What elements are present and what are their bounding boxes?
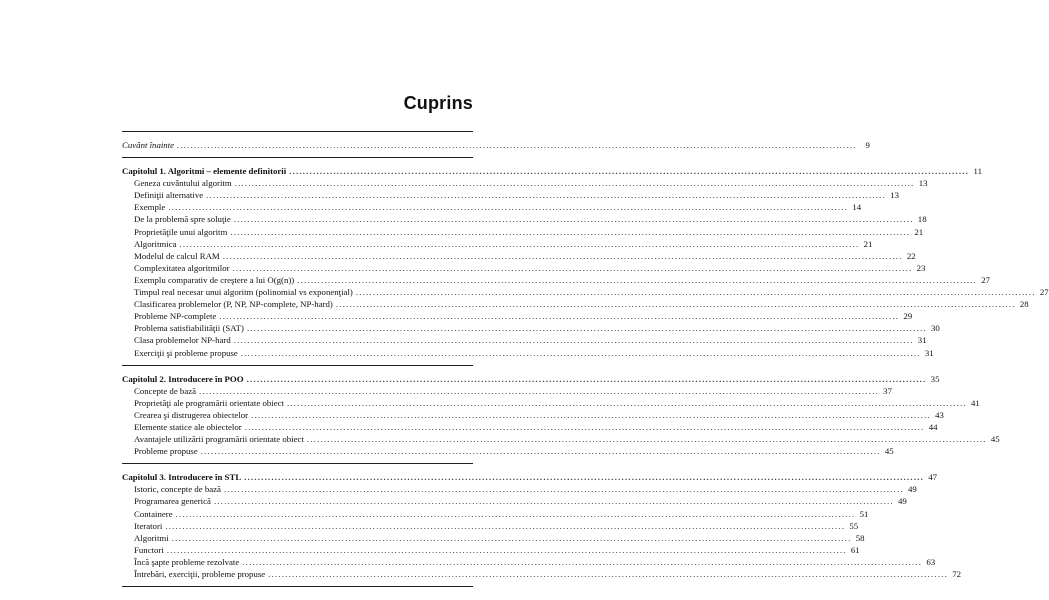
toc-entry[interactable] (122, 568, 962, 580)
toc-entry[interactable] (122, 421, 938, 433)
toc-entry[interactable] (122, 262, 926, 274)
toc-entry-page: 44 (928, 421, 938, 432)
dot-leader: ........................................................................................................................................................................................................ (251, 409, 931, 420)
toc-entry[interactable] (122, 445, 894, 457)
toc-entry-label: Avantajele utilizării programării orientate obiect (134, 434, 304, 445)
toc-entry-page: 51 (859, 508, 869, 519)
toc-entry-page: 29 (903, 311, 913, 322)
dot-leader: ........................................................................................................................................................................................................ (240, 347, 921, 358)
dot-leader: ........................................................................................................................................................................................................ (246, 323, 927, 334)
toc-entry-label: Crearea şi distrugerea obiectelor (134, 409, 249, 420)
toc-entry-label: Probleme propuse (134, 446, 198, 457)
toc-entry-page: 27 (981, 274, 991, 285)
toc-entry-page: 58 (855, 532, 865, 543)
toc-entry[interactable] (122, 433, 1000, 445)
dot-leader: ........................................................................................................................................................................................................ (171, 532, 852, 543)
toc-entry[interactable] (122, 177, 928, 189)
toc-entry-page: 31 (924, 347, 934, 358)
toc-entry-page: 9 (865, 140, 870, 150)
toc-entry-label: Complexitatea algoritmilor (134, 262, 230, 273)
toc-entry-label: Iteratori (134, 520, 163, 531)
toc-entry-page: 37 (883, 385, 892, 396)
toc-entry-label: Algoritmica (134, 238, 177, 249)
dot-leader: ........................................................................................................................................................................................................ (268, 569, 949, 579)
toc-entry-foreword[interactable] (122, 139, 870, 151)
dot-leader: ........................................................................................................................................................................................................ (168, 202, 849, 213)
toc-entry[interactable] (122, 250, 916, 262)
toc-entry-label: Exemple (134, 202, 166, 213)
dot-leader: ........................................................................................................................................................................................................ (234, 178, 915, 189)
toc-entry-label: Modelul de calcul RAM (134, 250, 220, 261)
dot-leader: ........................................................................................................................................................................................................ (166, 544, 847, 555)
toc-entry[interactable] (122, 385, 892, 397)
toc-entry-page: 21 (863, 238, 873, 249)
toc-entry-label: Încă şapte probleme rezolvate (134, 556, 240, 567)
toc-entry-page: 18 (917, 214, 927, 225)
toc-entry-label: Clasa problemelor NP-hard (134, 335, 231, 346)
dot-leader: ........................................................................................................................................................................................................ (206, 190, 886, 201)
toc-entry-label: Geneza cuvântului algoritm (134, 178, 232, 189)
toc-entry[interactable] (122, 508, 869, 520)
dot-leader: ........................................................................................................................................................................................................ (286, 397, 967, 408)
toc-entry-label: Algoritmi (134, 532, 169, 543)
toc-entry-page: 45 (884, 446, 894, 457)
toc-entry[interactable] (122, 310, 913, 322)
dot-leader: ........................................................................................................................................................................................................ (355, 287, 1036, 298)
toc-entry-label: Cuvânt înainte (122, 140, 175, 150)
dot-leader: ........................................................................................................................................................................................................ (219, 311, 900, 322)
dot-leader: ........................................................................................................................................................................................................ (230, 226, 911, 237)
chapter-page: 35 (930, 373, 940, 384)
toc-chapter-1[interactable] (122, 165, 983, 177)
toc-entry-label: Problema satisfiabilităţii (SAT) (134, 323, 244, 334)
toc-entry[interactable] (122, 274, 991, 286)
toc-entry[interactable] (122, 347, 934, 359)
toc-entry[interactable] (122, 226, 924, 238)
toc-entry[interactable] (122, 213, 927, 225)
toc-entry-label: Elemente statice ale obiectelor (134, 421, 242, 432)
dot-leader: ........................................................................................................................................................................................................ (244, 472, 925, 483)
toc-entry[interactable] (122, 201, 862, 213)
dot-leader: ........................................................................................................................................................................................................ (289, 166, 970, 177)
toc-chapter-3[interactable] (122, 471, 938, 483)
toc-entry[interactable] (122, 556, 936, 568)
toc-entry-page: 22 (906, 250, 916, 261)
dot-leader: ........................................................................................................................................................................................................ (222, 250, 903, 261)
dot-leader: ........................................................................................................................................................................................................ (233, 335, 914, 346)
chapter-page: 11 (973, 166, 983, 177)
toc-entry-page: 43 (935, 409, 944, 420)
dot-leader: ........................................................................................................................................................................................................ (242, 556, 923, 567)
toc-entry-label: De la problemă spre soluţie (134, 214, 231, 225)
toc-entry-page: 27 (1039, 287, 1049, 298)
toc-entry-label: Proprietăţile unui algoritm (134, 226, 228, 237)
toc-entry-label: Probleme NP-complete (134, 311, 217, 322)
dot-leader: ........................................................................................................................................................................................................ (199, 385, 879, 396)
dot-leader: ........................................................................................................................................................................................................ (175, 508, 856, 519)
dot-leader: ........................................................................................................................................................................................................ (297, 274, 978, 285)
dot-leader: ........................................................................................................................................................................................................ (335, 299, 1016, 310)
toc-entry-label: Proprietăţi ale programării orientate obiect (134, 397, 284, 408)
toc-entry-label: Clasificarea problemelor (P, NP, NP-complete, NP-hard) (134, 299, 333, 310)
chapter-title: Capitolul 2. Introducere în POO (122, 373, 244, 384)
toc-chapter-2[interactable] (122, 373, 940, 385)
toc-entry-page: 72 (952, 569, 962, 579)
dot-leader: ........................................................................................................................................................................................................ (165, 520, 846, 531)
chapter-title: Capitolul 3. Introducere în STL (122, 472, 242, 483)
dot-leader: ........................................................................................................................................................................................................ (232, 262, 913, 273)
toc-entry-page: 63 (926, 556, 936, 567)
toc-entry[interactable] (122, 189, 899, 201)
toc-entry[interactable] (122, 520, 859, 532)
dot-leader: ........................................................................................................................................................................................................ (233, 214, 914, 225)
toc-entry[interactable] (122, 495, 907, 507)
toc-entry-page: 28 (1019, 299, 1029, 310)
toc-entry-page: 23 (916, 262, 926, 273)
toc-entry[interactable] (122, 286, 1049, 298)
toc-entry-label: Întrebări, exerciţii, probleme propuse (134, 569, 266, 579)
section-divider (122, 586, 473, 587)
toc-entry-page: 41 (971, 397, 980, 408)
toc-entry[interactable] (122, 397, 980, 409)
toc-entry-label: Definiţii alternative (134, 190, 204, 201)
toc-entry-page: 49 (897, 496, 907, 507)
dot-leader: ........................................................................................................................................................................................................ (244, 421, 925, 432)
toc-entry-page: 31 (917, 335, 927, 346)
toc-entry-page: 30 (931, 323, 940, 334)
toc-entry-label: Istoric, concepte de bază (134, 484, 221, 495)
toc-entry-label: Containere (134, 508, 173, 519)
dot-leader: ........................................................................................................................................................................................................ (213, 496, 894, 507)
table-of-contents (122, 131, 1049, 587)
dot-leader: ........................................................................................................................................................................................................ (177, 140, 857, 150)
toc-entry-page: 13 (918, 178, 928, 189)
dot-leader: ........................................................................................................................................................................................................ (179, 238, 860, 249)
toc-entry-page: 21 (914, 226, 924, 237)
toc-entry-label: Exerciţii şi probleme propuse (134, 347, 238, 358)
toc-entry-page: 45 (990, 434, 1000, 445)
toc-entry[interactable] (122, 334, 927, 346)
chapter-page: 47 (928, 472, 938, 483)
toc-entry-label: Concepte de bază (134, 385, 197, 396)
toc-entry-label: Programarea generică (134, 496, 211, 507)
toc-entry-page: 55 (849, 520, 859, 531)
toc-entry[interactable] (122, 532, 865, 544)
toc-entry[interactable] (122, 544, 860, 556)
dot-leader: ........................................................................................................................................................................................................ (246, 373, 927, 384)
toc-entry[interactable] (122, 298, 1029, 310)
toc-entry-page: 61 (850, 544, 860, 555)
toc-entry[interactable] (122, 238, 873, 250)
toc-entry[interactable] (122, 483, 917, 495)
toc-entry-label: Functori (134, 544, 164, 555)
chapter-title: Capitolul 1. Algoritmi – elemente definitorii (122, 166, 287, 177)
toc-entry[interactable] (122, 409, 944, 421)
toc-entry-label: Exemplu comparativ de creştere a lui O(g(n)) (134, 274, 295, 285)
dot-leader: ........................................................................................................................................................................................................ (223, 484, 904, 495)
page-title: Cuprins (403, 93, 473, 113)
toc-entry[interactable] (122, 322, 940, 334)
toc-entry-page: 14 (852, 202, 862, 213)
dot-leader: ........................................................................................................................................................................................................ (200, 446, 881, 457)
toc-entry-page: 49 (908, 484, 917, 495)
toc-entry-page: 13 (890, 190, 899, 201)
toc-entry-label: Timpul real necesar unui algoritm (polinomial vs exponenţial) (134, 287, 353, 298)
dot-leader: ........................................................................................................................................................................................................ (306, 434, 987, 445)
